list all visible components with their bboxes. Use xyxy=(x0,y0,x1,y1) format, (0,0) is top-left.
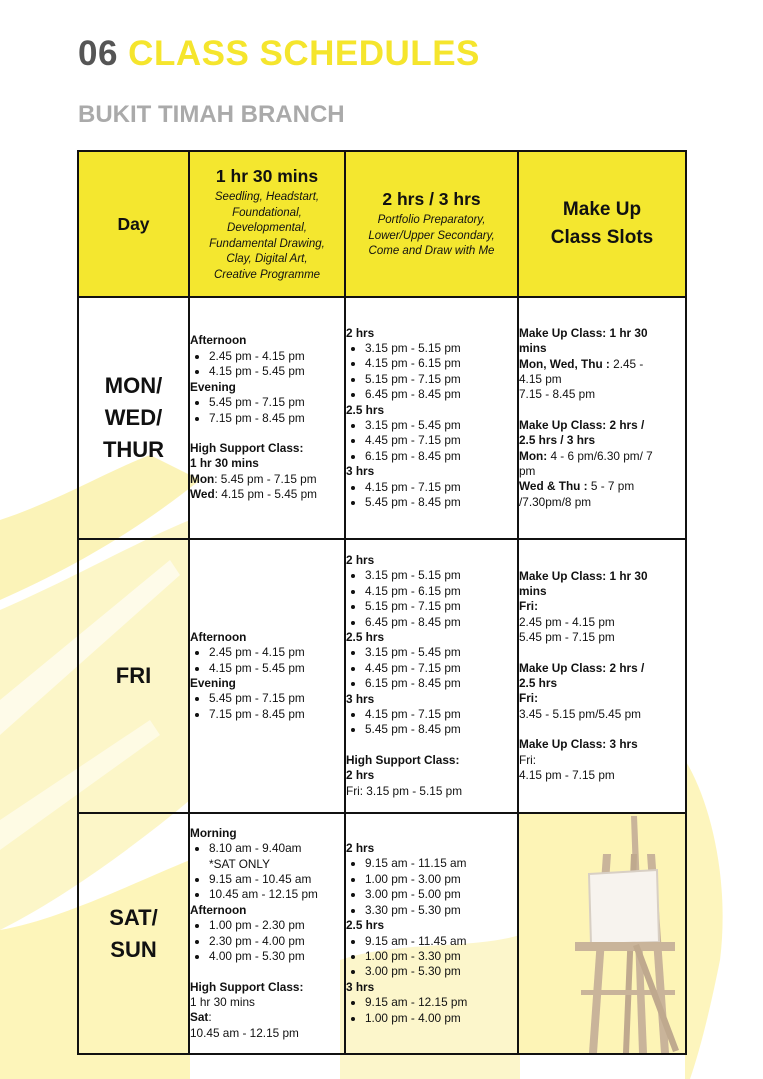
time-slot: • 7.15 pm - 8.45 pm xyxy=(209,411,344,426)
time-slot: • 9.15 am - 11.15 am xyxy=(365,856,517,871)
time-slot: • 2.45 pm - 4.15 pm xyxy=(209,645,344,660)
header-makeup: Make Up Class Slots xyxy=(518,151,686,297)
time-slot: • 2.45 pm - 4.15 pm xyxy=(209,349,344,364)
cell-makeup: Make Up Class: 1 hr 30 mins Mon, Wed, Thu : 2.45 - 4.15 pm 7.15 - 8.45 pm Make Up Class: 2 hrs / 2.5 hrs / 3 hrs Mon: 4 - 6 pm/6.30 pm/ 7 pm Wed & Thu : 5 - 7 pm /7.30pm/8 pm xyxy=(518,297,686,539)
time-slot: • 5.45 pm - 7.15 pm xyxy=(209,691,344,706)
easel-illustration-cell xyxy=(518,813,686,1054)
time-slot: • 3.00 pm - 5.00 pm xyxy=(365,887,517,902)
title-text: CLASS SCHEDULES xyxy=(128,34,480,73)
time-slot: • 4.15 pm - 6.15 pm xyxy=(365,356,517,371)
cell-makeup: Make Up Class: 1 hr 30 mins Fri: 2.45 pm - 4.15 pm 5.45 pm - 7.15 pm Make Up Class: 2 hrs / 2.5 hrs Fri: 3.45 - 5.15 pm/5.45 pm Make Up Class: 3 hrs Fri: 4.15 pm - 7.15 pm xyxy=(518,539,686,813)
time-slot: • 1.00 pm - 3.30 pm xyxy=(365,949,517,964)
time-slot: • 9.15 am - 11.45 am xyxy=(365,934,517,949)
row-mon-wed-thur xyxy=(78,297,686,539)
time-slot: • 8.10 am - 9.40am xyxy=(209,841,344,856)
cell-2hrs3hrs: 2 hrs • 3.15 pm - 5.15 pm • 4.15 pm - 6.15 pm • 5.15 pm - 7.15 pm • 6.45 pm - 8.45 pm 2.5 hrs • 3.15 pm - 5.45 pm • 4.45 pm - 7.15 pm • 6.15 pm - 8.45 pm 3 hrs • 4.15 pm - 7.15 pm • 5.45 pm - 8.45 pm High Support Class: 2 hrs Fri: 3.15 pm - 5.15 pm xyxy=(345,539,518,813)
time-slot: • 9.15 am - 12.15 pm xyxy=(365,995,517,1010)
header-1hr30: 1 hr 30 mins Seedling, Headstart, Foundational, Developmental, Fundamental Drawing, Clay, Digital Art, Creative Programme xyxy=(189,151,345,297)
header-2hrs3hrs-programmes: Portfolio Preparatory, Lower/Upper Secondary, Come and Draw with Me xyxy=(368,214,495,258)
schedule-table xyxy=(77,150,687,1055)
time-slot: • 4.00 pm - 5.30 pm xyxy=(209,949,344,964)
time-slot: • 3.15 pm - 5.45 pm xyxy=(365,418,517,433)
day-label: SAT/ SUN xyxy=(78,813,189,1054)
header-1hr30-programmes: Seedling, Headstart, Foundational, Developmental, Fundamental Drawing, Clay, Digital Art, Creative Programme xyxy=(209,191,325,281)
time-slot: • 4.15 pm - 5.45 pm xyxy=(209,661,344,676)
time-slot: • 1.00 pm - 4.00 pm xyxy=(365,1011,517,1026)
easel-icon xyxy=(519,814,685,1053)
time-slot: • 4.15 pm - 5.45 pm xyxy=(209,364,344,379)
cell-2hrs3hrs: 2 hrs • 9.15 am - 11.15 am • 1.00 pm - 3.00 pm • 3.00 pm - 5.00 pm • 3.30 pm - 5.30 pm 2.5 hrs • 9.15 am - 11.45 am • 1.00 pm - 3.30 pm • 3.00 pm - 5.30 pm 3 hrs • 9.15 am - 12.15 pm • 1.00 pm - 4.00 pm xyxy=(345,813,518,1054)
title-number: 06 xyxy=(78,34,118,73)
branch-subtitle: BUKIT TIMAH BRANCH xyxy=(78,101,345,128)
header-row xyxy=(78,151,686,297)
time-slot: • 5.45 pm - 8.45 pm xyxy=(365,495,517,510)
time-slot: • 1.00 pm - 3.00 pm xyxy=(365,872,517,887)
cell-1hr30: Afternoon • 2.45 pm - 4.15 pm • 4.15 pm - 5.45 pm Evening • 5.45 pm - 7.15 pm • 7.15 pm - 8.45 pm xyxy=(189,539,345,813)
time-slot: • 6.45 pm - 8.45 pm xyxy=(365,387,517,402)
time-slot: • 6.15 pm - 8.45 pm xyxy=(365,676,517,691)
time-slot: • 5.45 pm - 8.45 pm xyxy=(365,722,517,737)
time-slot: • 4.45 pm - 7.15 pm xyxy=(365,433,517,448)
page-title xyxy=(78,34,480,74)
time-slot: • 3.00 pm - 5.30 pm xyxy=(365,964,517,979)
day-label: FRI xyxy=(78,539,189,813)
header-day: Day xyxy=(78,151,189,297)
time-slot: • 3.15 pm - 5.15 pm xyxy=(365,568,517,583)
time-slot: • 3.15 pm - 5.45 pm xyxy=(365,645,517,660)
cell-1hr30: Morning • 8.10 am - 9.40am *SAT ONLY • 9.15 am - 10.45 am • 10.45 am - 12.15 pm Afternoon • 1.00 pm - 2.30 pm • 2.30 pm - 4.00 pm • 4.00 pm - 5.30 pm High Support Class: 1 hr 30 mins Sat: 10.45 am - 12.15 pm xyxy=(189,813,345,1054)
time-slot: • 6.45 pm - 8.45 pm xyxy=(365,615,517,630)
time-slot: • 3.15 pm - 5.15 pm xyxy=(365,341,517,356)
time-slot: • 4.15 pm - 6.15 pm xyxy=(365,584,517,599)
day-label: MON/ WED/ THUR xyxy=(78,297,189,539)
time-slot: • 3.30 pm - 5.30 pm xyxy=(365,903,517,918)
row-sat-sun xyxy=(78,813,686,1054)
cell-2hrs3hrs: 2 hrs • 3.15 pm - 5.15 pm • 4.15 pm - 6.15 pm • 5.15 pm - 7.15 pm • 6.45 pm - 8.45 pm 2.5 hrs • 3.15 pm - 5.45 pm • 4.45 pm - 7.15 pm • 6.15 pm - 8.45 pm 3 hrs • 4.15 pm - 7.15 pm • 5.45 pm - 8.45 pm xyxy=(345,297,518,539)
time-slot: • 2.30 pm - 4.00 pm xyxy=(209,934,344,949)
header-2hrs3hrs: 2 hrs / 3 hrs Portfolio Preparatory, Lower/Upper Secondary, Come and Draw with Me xyxy=(345,151,518,297)
time-slot: • 7.15 pm - 8.45 pm xyxy=(209,707,344,722)
time-slot: • 4.45 pm - 7.15 pm xyxy=(365,661,517,676)
time-slot: • 5.15 pm - 7.15 pm xyxy=(365,599,517,614)
time-slot: • 4.15 pm - 7.15 pm xyxy=(365,707,517,722)
cell-1hr30: Afternoon • 2.45 pm - 4.15 pm • 4.15 pm - 5.45 pm Evening • 5.45 pm - 7.15 pm • 7.15 pm - 8.45 pm High Support Class: 1 hr 30 mins Mon: 5.45 pm - 7.15 pm Wed: 4.15 pm - 5.45 pm xyxy=(189,297,345,539)
row-fri xyxy=(78,539,686,813)
time-slot: • 5.45 pm - 7.15 pm xyxy=(209,395,344,410)
time-slot: • 9.15 am - 10.45 am xyxy=(209,872,344,887)
time-slot: • 10.45 am - 12.15 pm xyxy=(209,887,344,902)
time-slot: • 6.15 pm - 8.45 pm xyxy=(365,449,517,464)
time-slot: • 1.00 pm - 2.30 pm xyxy=(209,918,344,933)
time-slot: • 5.15 pm - 7.15 pm xyxy=(365,372,517,387)
time-slot: • 4.15 pm - 7.15 pm xyxy=(365,480,517,495)
